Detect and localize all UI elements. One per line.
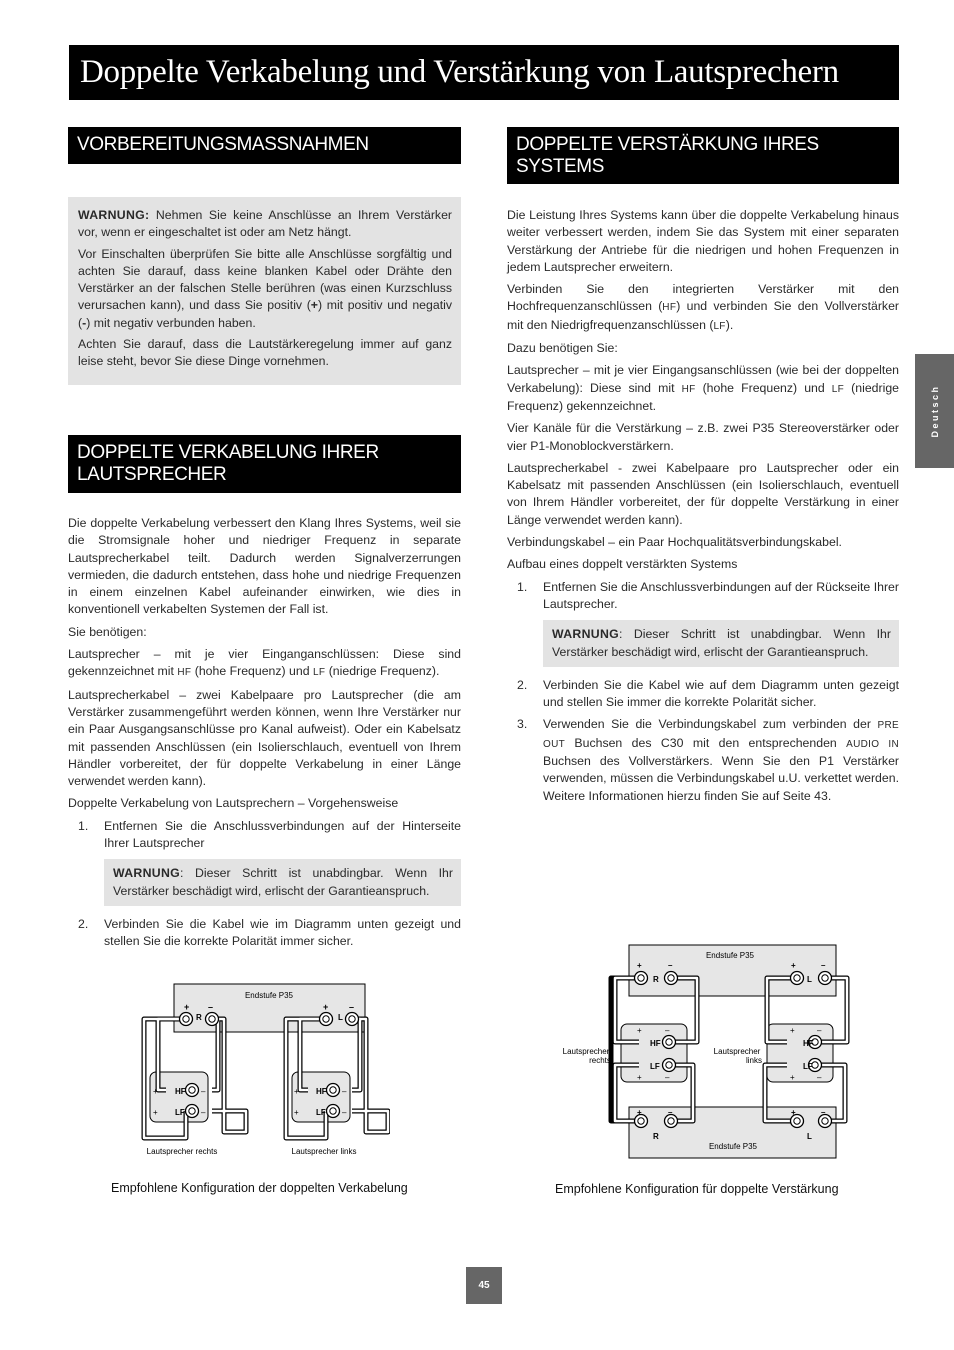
- lf-label: LF: [313, 667, 326, 679]
- lf-label: LF: [175, 1108, 185, 1117]
- step-number: 2.: [78, 916, 89, 931]
- biwire-steps: [68, 818, 461, 853]
- biwire-warning: [104, 859, 461, 906]
- biwire-step-1: [68, 818, 461, 853]
- text-span: (hohe Frequenz) und: [191, 664, 313, 679]
- text-span: Lautsprecher – mit je vier Einganganschlüssen: Diese sind gekennzeichnet mit: [68, 647, 461, 679]
- channel-r-label: R: [196, 1013, 202, 1022]
- warning-text: : Dieser Schritt ist unabdingbar. Wenn Ihr Verstärker beschädigt wird, erlischt der Garantieanspruch.: [113, 866, 453, 898]
- minus-sign: –: [821, 961, 826, 970]
- hf-label: HF: [316, 1087, 327, 1096]
- terminal-icon: [206, 1013, 219, 1026]
- channel-l-label: L: [338, 1013, 343, 1022]
- language-tab-label: Deutsch: [929, 384, 940, 438]
- biwire-intro: Die doppelte Verkabelung verbessert den Klang Ihres Systems, weil sie die Stromsignale hoher und niedriger Frequenz in separate Lautsprecherkabel teilt. Dadurch werden Signalverzerrungen vermieden, die dadurch entstehen, dass hohe und niedrige Frequenzen in einem einzelnen Kabel aufeinander einwirken, wie dies in konventionell verkabelten Systemen der Fall ist.: [68, 516, 461, 617]
- amplifier-top-label: Endstufe P35: [705, 951, 755, 960]
- page-title: Doppelte Verkabelung und Verstärkung von Lautsprechern: [69, 45, 899, 100]
- warning-text: Nehmen Sie keine Anschlüsse an Ihrem Verstärker vor, wenn er eingeschaltet ist oder am Netz hängt.: [78, 208, 452, 240]
- plus-sign: +: [323, 1002, 329, 1012]
- speaker-right-label: Lautsprecher rechts: [146, 1147, 218, 1156]
- terminal-icon: [186, 1105, 199, 1118]
- biamp-needs: Dazu benötigen Sie:: [507, 341, 618, 356]
- step-number: 3.: [517, 717, 528, 732]
- plus-symbol: +: [310, 298, 318, 313]
- plus-sign: +: [294, 1108, 299, 1117]
- hf-label: HF: [662, 302, 677, 314]
- step-number: 1.: [517, 579, 528, 594]
- plus-sign: +: [791, 961, 796, 970]
- speaker-left-label: links: [745, 1056, 763, 1065]
- plus-sign: +: [790, 1026, 795, 1035]
- step-number: 2.: [517, 677, 528, 692]
- hf-label: HF: [803, 1039, 814, 1048]
- warning-paragraph-2: [78, 246, 452, 332]
- step-number: 1.: [78, 818, 89, 833]
- plus-sign: +: [153, 1108, 158, 1117]
- warning-label: WARNUNG:: [78, 208, 150, 222]
- audio-in-label: AUDIO IN: [846, 738, 899, 750]
- text-span: ) mit positiv und negativ (: [78, 298, 452, 330]
- speaker-left-label: Lautsprecher: [713, 1047, 761, 1056]
- terminal-icon: [186, 1084, 199, 1097]
- terminal-icon: [665, 972, 678, 985]
- step-text: Entfernen Sie die Anschlussverbindungen auf der Rückseite Ihrer Lautsprecher.: [543, 579, 899, 611]
- lf-label: LF: [831, 383, 845, 395]
- terminal-icon: [180, 1013, 193, 1026]
- warning-paragraph-3: Achten Sie darauf, dass die Lautstärkeregelung immer auf ganz leise steht, bevor Sie diese Dinge vornehmen.: [78, 337, 452, 369]
- minus-sign: –: [817, 1026, 822, 1035]
- minus-sign: –: [665, 1073, 670, 1082]
- text-span: (niedrige Frequenz) gekennzeichnet.: [507, 380, 899, 413]
- terminal-icon: [327, 1105, 340, 1118]
- biwire-step-2: [68, 916, 461, 951]
- minus-symbol: -: [82, 315, 87, 330]
- biwire-caption: Empfohlene Konfiguration der doppelten Verkabelung: [111, 1181, 408, 1195]
- terminal-icon: [819, 972, 832, 985]
- step-text: Verbinden Sie die Kabel wie auf dem Diagramm unten gezeigt und stellen Sie immer die korrekte Polarität sicher.: [543, 677, 899, 710]
- plus-sign: +: [637, 961, 642, 970]
- speaker-right-label: rechts: [589, 1056, 611, 1065]
- speaker-right-box: [621, 1024, 687, 1082]
- plus-sign: +: [637, 1073, 642, 1082]
- language-tab: [915, 354, 954, 468]
- minus-sign: –: [665, 1026, 670, 1035]
- lf-label: LF: [803, 1062, 813, 1071]
- channel-r-label: R: [653, 975, 659, 984]
- terminal-icon: [346, 1013, 359, 1026]
- biamp-steps: [507, 579, 899, 614]
- minus-sign: –: [821, 1108, 826, 1117]
- terminal-icon: [791, 972, 804, 985]
- speaker-left-box: [767, 1024, 833, 1082]
- text-span: (niedrige Frequenz).: [325, 664, 440, 679]
- biwire-diagram: [130, 980, 390, 1160]
- pre-out-label: PRE OUT: [543, 720, 899, 750]
- minus-sign: –: [201, 1087, 206, 1096]
- text-span: Verbinden Sie den integrierten Verstärker mit den Hochfrequenzanschlüssen (: [507, 282, 899, 314]
- biamp-caption: Empfohlene Konfiguration für doppelte Verstärkung: [555, 1182, 839, 1196]
- biamp-warning: [543, 620, 899, 667]
- biamp-cables: Lautsprecherkabel - zwei Kabelpaare pro Lautsprecher oder ein Kabelsatz mit passenden Anschlüssen (ein Isolierschlauch, eventuell von Ihrem Händler vorbereitet, der für doppelte Verstärkung in einer Länge verwendet werden kann).: [507, 460, 899, 527]
- channel-l-label: L: [807, 1132, 812, 1141]
- channel-r-label: R: [653, 1132, 659, 1141]
- hf-label: HF: [681, 383, 696, 395]
- text-span: ) und verbinden Sie den Vollverstärker mit den Niedrigfrequenzanschlüssen (: [507, 299, 900, 332]
- heading-biwire: DOPPELTE VERKABELUNG IHRER LAUTSPRECHER: [68, 435, 461, 493]
- warning-label: WARNUNG: [113, 866, 180, 881]
- minus-sign: –: [668, 961, 673, 970]
- amplifier-label: Endstufe P35: [244, 991, 294, 1000]
- hf-label: HF: [650, 1039, 661, 1048]
- biamp-connect: [507, 281, 899, 335]
- text-span: Lautsprecher – mit je vier Eingangsanschlüssen (wie bei der doppelten Verkabelung): Diese sind mit: [507, 363, 899, 395]
- terminal-icon: [663, 1036, 676, 1049]
- lf-label: LF: [650, 1062, 660, 1071]
- warning-label: WARNUNG: [552, 627, 619, 642]
- biwire-cables: Lautsprecherkabel – zwei Kabelpaare pro Lautsprecher (die am Verstärker zusammengeführt werden können, wenn Ihre Verstärker nur ein Paar Ausgangsanschlüsse pro Kanal aufweist). Oder ein Kabelsatz mit passenden Anschlüssen (ein Isolierschlauch, eventuell von Ihrem Händler vorbereitet, der für doppelte Verkabelung in einer Länge verwendet werden kann).: [68, 687, 461, 789]
- page-number: 45: [466, 1267, 502, 1304]
- text-span: ).: [725, 317, 734, 332]
- hf-label: HF: [177, 667, 192, 679]
- lf-label: LF: [713, 320, 726, 332]
- biwire-procedure: Doppelte Verkabelung von Lautsprechern – Vorgehensweise: [68, 796, 399, 811]
- biamp-procedure: Aufbau eines doppelt verstärkten Systems: [507, 557, 738, 572]
- minus-sign: –: [342, 1108, 347, 1117]
- warning-box-preparation: [68, 197, 461, 385]
- hf-label: HF: [175, 1087, 186, 1096]
- plus-sign: +: [637, 1026, 642, 1035]
- biwire-steps-cont: [68, 916, 461, 951]
- terminal-icon: [327, 1084, 340, 1097]
- minus-sign: –: [349, 1002, 355, 1012]
- biamp-steps-cont: [507, 677, 899, 805]
- text-span: Buchsen des C30 mit den entsprechenden: [565, 735, 847, 750]
- biamp-speakers: [507, 362, 899, 415]
- step-text: Entfernen Sie die Anschlussverbindungen auf der Hinterseite Ihrer Lautsprecher: [104, 818, 461, 851]
- lf-label: LF: [316, 1108, 326, 1117]
- channel-l-label: L: [807, 975, 812, 984]
- plus-sign: +: [790, 1073, 795, 1082]
- step-text: Verbinden Sie die Kabel wie im Diagramm unten gezeigt und stellen Sie die korrekte Polarität immer sicher.: [104, 916, 461, 949]
- speaker-left-label: Lautsprecher links: [291, 1147, 357, 1156]
- plus-sign: +: [294, 1087, 299, 1096]
- terminal-icon: [320, 1013, 333, 1026]
- plus-sign: +: [184, 1002, 190, 1012]
- heading-vorbereitung: VORBEREITUNGSMASSNAHMEN: [68, 127, 461, 164]
- biamp-step-3: [507, 716, 899, 804]
- terminal-icon: [663, 1059, 676, 1072]
- amplifier-bottom-label: Endstufe P35: [708, 1142, 758, 1151]
- minus-sign: –: [201, 1108, 206, 1117]
- biamp-body: [507, 207, 899, 810]
- speaker-right-label: Lautsprecher: [562, 1047, 610, 1056]
- biamp-intro: Die Leistung Ihres Systems kann über die doppelte Verkabelung hinaus weiter verbessert werden, indem Sie das System mit einer separaten Verstärkung der Antriebe für die niedrigen und hohen Frequenzen in jedem Lautsprecher erweitern.: [507, 208, 899, 274]
- text-span: Vor Einschalten überprüfen Sie bitte alle Anschlüsse sorgfältig und achten Sie darauf, dass keine blanken Kabel oder Drähte den Verstärker an der falschen Stelle berühren (was einen Kurzschluss verursachen kann), und dass Sie positiv (: [78, 246, 452, 313]
- biwire-body: [68, 515, 461, 956]
- minus-sign: –: [208, 1002, 214, 1012]
- warning-paragraph-1: [78, 207, 452, 242]
- biamp-interconnect: Verbindungskabel – ein Paar Hochqualitätsverbindungskabel.: [507, 535, 842, 550]
- heading-biamp: DOPPELTE VERSTÄRKUNG IHRES SYSTEMS: [507, 127, 899, 184]
- biwire-needs: Sie benötigen:: [68, 624, 147, 639]
- terminal-icon: [635, 972, 648, 985]
- text-span: (hohe Frequenz) und: [695, 380, 832, 395]
- warning-text: : Dieser Schritt ist unabdingbar. Wenn Ihr Verstärker beschädigt wird, erlischt der Garantieanspruch.: [552, 627, 891, 659]
- plus-sign: +: [153, 1087, 158, 1096]
- minus-sign: –: [342, 1087, 347, 1096]
- biamp-step-2: [507, 677, 899, 712]
- text-span: Buchsen des Vollverstärkers. Wenn Sie den P1 Verstärker verwenden, müssen die Verbindungskabel u.U. verkettet werden. Weitere Informationen hierzu finden Sie auf Seite 43.: [543, 754, 899, 803]
- text-span: ) mit negativ verbunden haben.: [86, 315, 256, 330]
- plus-sign: +: [791, 1108, 796, 1117]
- minus-sign: –: [668, 1108, 673, 1117]
- biamp-step-1: [507, 579, 899, 614]
- minus-sign: –: [817, 1073, 822, 1082]
- biamp-channels: Vier Kanäle für die Verstärkung – z.B. zwei P35 Stereoverstärker oder vier P1-Monoblockverstärkern.: [507, 421, 899, 453]
- text-span: Verwenden Sie die Verbindungskabel zum verbinden der: [543, 717, 878, 732]
- plus-sign: +: [637, 1108, 642, 1117]
- biamp-diagram: [555, 940, 855, 1165]
- biwire-speakers: [68, 646, 461, 682]
